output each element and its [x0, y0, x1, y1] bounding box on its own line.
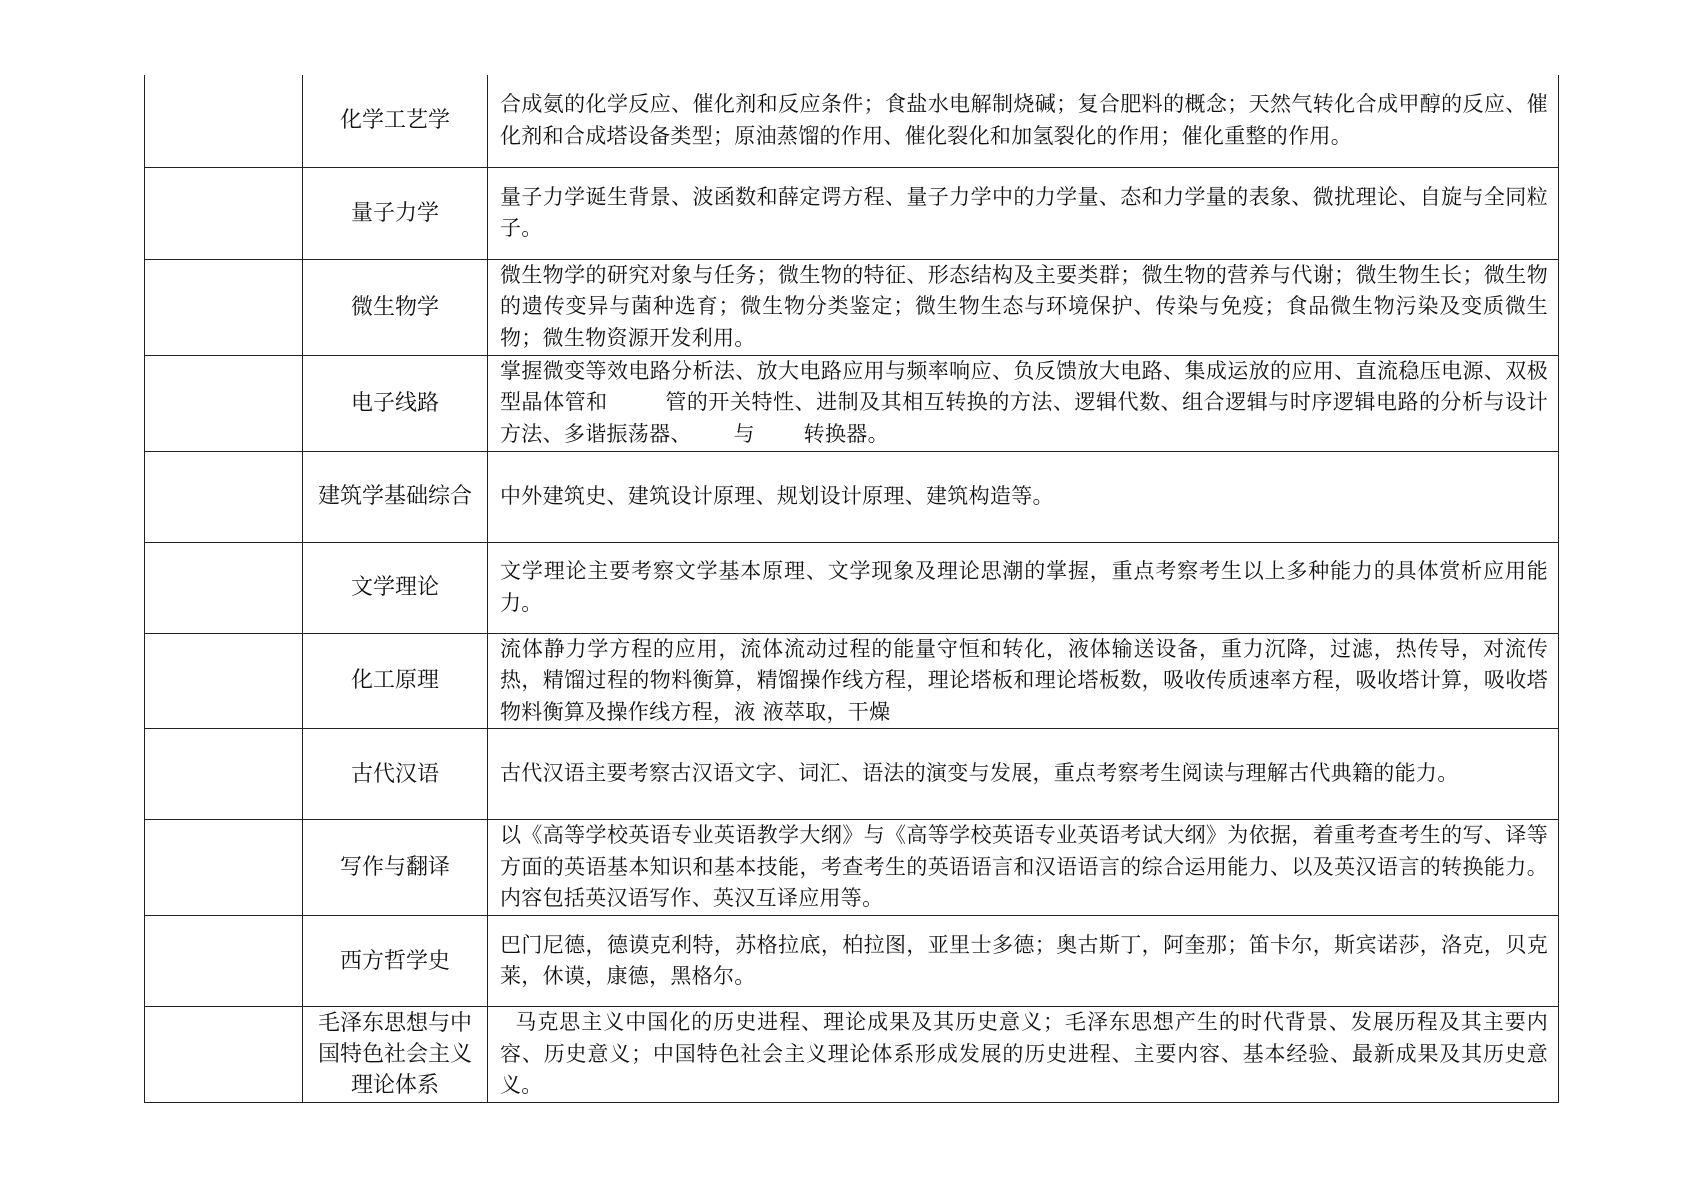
table-row [145, 1007, 1559, 1103]
subject-cell: 微生物学 [303, 259, 488, 355]
description-text: 掌握微变等效电路分析法、放大电路应用与频率响应、负反馈放大电路、集成运放的应用、直流稳压电源、双极型晶体管和 管的开关特性、进制及其相互转换的方法、逻辑代数、组合逻辑与时序逻辑电路的分析与设计方法、多谐振荡器、 与 转换器。 [500, 358, 1548, 446]
index-cell [145, 167, 303, 259]
table-row [145, 167, 1559, 259]
table-row [145, 820, 1559, 916]
description-cell [488, 820, 1559, 916]
description-cell [488, 167, 1559, 259]
subject-cell: 化工原理 [303, 633, 488, 729]
subject-cell: 写作与翻译 [303, 820, 488, 916]
table-row [145, 355, 1559, 451]
table-row [145, 451, 1559, 542]
index-cell [145, 729, 303, 820]
description-cell [488, 729, 1559, 820]
description-cell [488, 75, 1559, 167]
index-cell [145, 451, 303, 542]
description-text: 合成氨的化学反应、催化剂和反应条件；食盐水电解制烧碱；复合肥料的概念；天然气转化合成甲醇的反应、催化剂和合成塔设备类型；原油蒸馏的作用、催化裂化和加氢裂化的作用；催化重整的作用。 [500, 92, 1548, 148]
description-text: 中外建筑史、建筑设计原理、规划设计原理、建筑构造等。 [500, 483, 1054, 508]
index-cell [145, 820, 303, 916]
index-cell [145, 355, 303, 451]
description-cell [488, 355, 1559, 451]
description-text: 古代汉语主要考察古汉语文字、词汇、语法的演变与发展，重点考察考生阅读与理解古代典籍的能力。 [500, 761, 1459, 786]
subject-cell: 古代汉语 [303, 729, 488, 820]
description-text: 量子力学诞生背景、波函数和薛定谔方程、量子力学中的力学量、态和力学量的表象、微扰理论、自旋与全同粒子。 [500, 184, 1548, 240]
description-cell [488, 633, 1559, 729]
description-cell [488, 916, 1559, 1007]
description-text: 巴门尼德，德谟克利特，苏格拉底，柏拉图，亚里士多德；奥古斯丁，阿奎那；笛卡尔，斯宾诺莎，洛克，贝克莱，休谟，康德，黑格尔。 [500, 932, 1548, 988]
subject-cell: 电子线路 [303, 355, 488, 451]
description-cell [488, 542, 1559, 633]
description-text: 马克思主义中国化的历史进程、理论成果及其历史意义；毛泽东思想产生的时代背景、发展历程及其主要内容、历史意义；中国特色社会主义理论体系形成发展的历史进程、主要内容、基本经验、最新成果及其历史意义。 [500, 1010, 1548, 1097]
subject-cell: 量子力学 [303, 167, 488, 259]
description-text: 文学理论主要考察文学基本原理、文学现象及理论思潮的掌握，重点考察考生以上多种能力的具体赏析应用能力。 [500, 559, 1548, 615]
index-cell [145, 259, 303, 355]
description-cell [488, 259, 1559, 355]
table-row [145, 729, 1559, 820]
index-cell [145, 1007, 303, 1103]
subject-cell: 西方哲学史 [303, 916, 488, 1007]
description-text: 流体静力学方程的应用，流体流动过程的能量守恒和转化，液体输送设备，重力沉降，过滤，热传导，对流传热，精馏过程的物料衡算，精馏操作线方程，理论塔板和理论塔板数，吸收传质速率方程，吸收塔计算，吸收塔物料衡算及操作线方程，液 液萃取，干燥 [500, 636, 1548, 724]
subject-cell: 化学工艺学 [303, 75, 488, 167]
description-cell [488, 451, 1559, 542]
index-cell [145, 916, 303, 1007]
table-row [145, 633, 1559, 729]
index-cell [145, 633, 303, 729]
table-row [145, 916, 1559, 1007]
subject-cell: 文学理论 [303, 542, 488, 633]
table-row [145, 542, 1559, 633]
index-cell [145, 75, 303, 167]
table-row [145, 75, 1559, 167]
index-cell [145, 542, 303, 633]
description-text: 微生物学的研究对象与任务；微生物的特征、形态结构及主要类群；微生物的营养与代谢；微生物生长；微生物的遗传变异与菌种选育；微生物分类鉴定；微生物生态与环境保护、传染与免疫；食品微生物污染及变质微生物；微生物资源开发利用。 [500, 262, 1548, 350]
table-row [145, 259, 1559, 355]
syllabus-table [144, 75, 1559, 1103]
description-cell [488, 1007, 1559, 1103]
subject-cell: 毛泽东思想与中国特色社会主义理论体系 [303, 1007, 488, 1103]
description-text: 以《高等学校英语专业英语教学大纲》与《高等学校英语专业英语考试大纲》为依据，着重考查考生的写、译等方面的英语基本知识和基本技能，考查考生的英语语言和汉语语言的综合运用能力、以及英汉语言的转换能力。内容包括英汉语写作、英汉互译应用等。 [500, 823, 1548, 911]
subject-cell: 建筑学基础综合 [303, 451, 488, 542]
